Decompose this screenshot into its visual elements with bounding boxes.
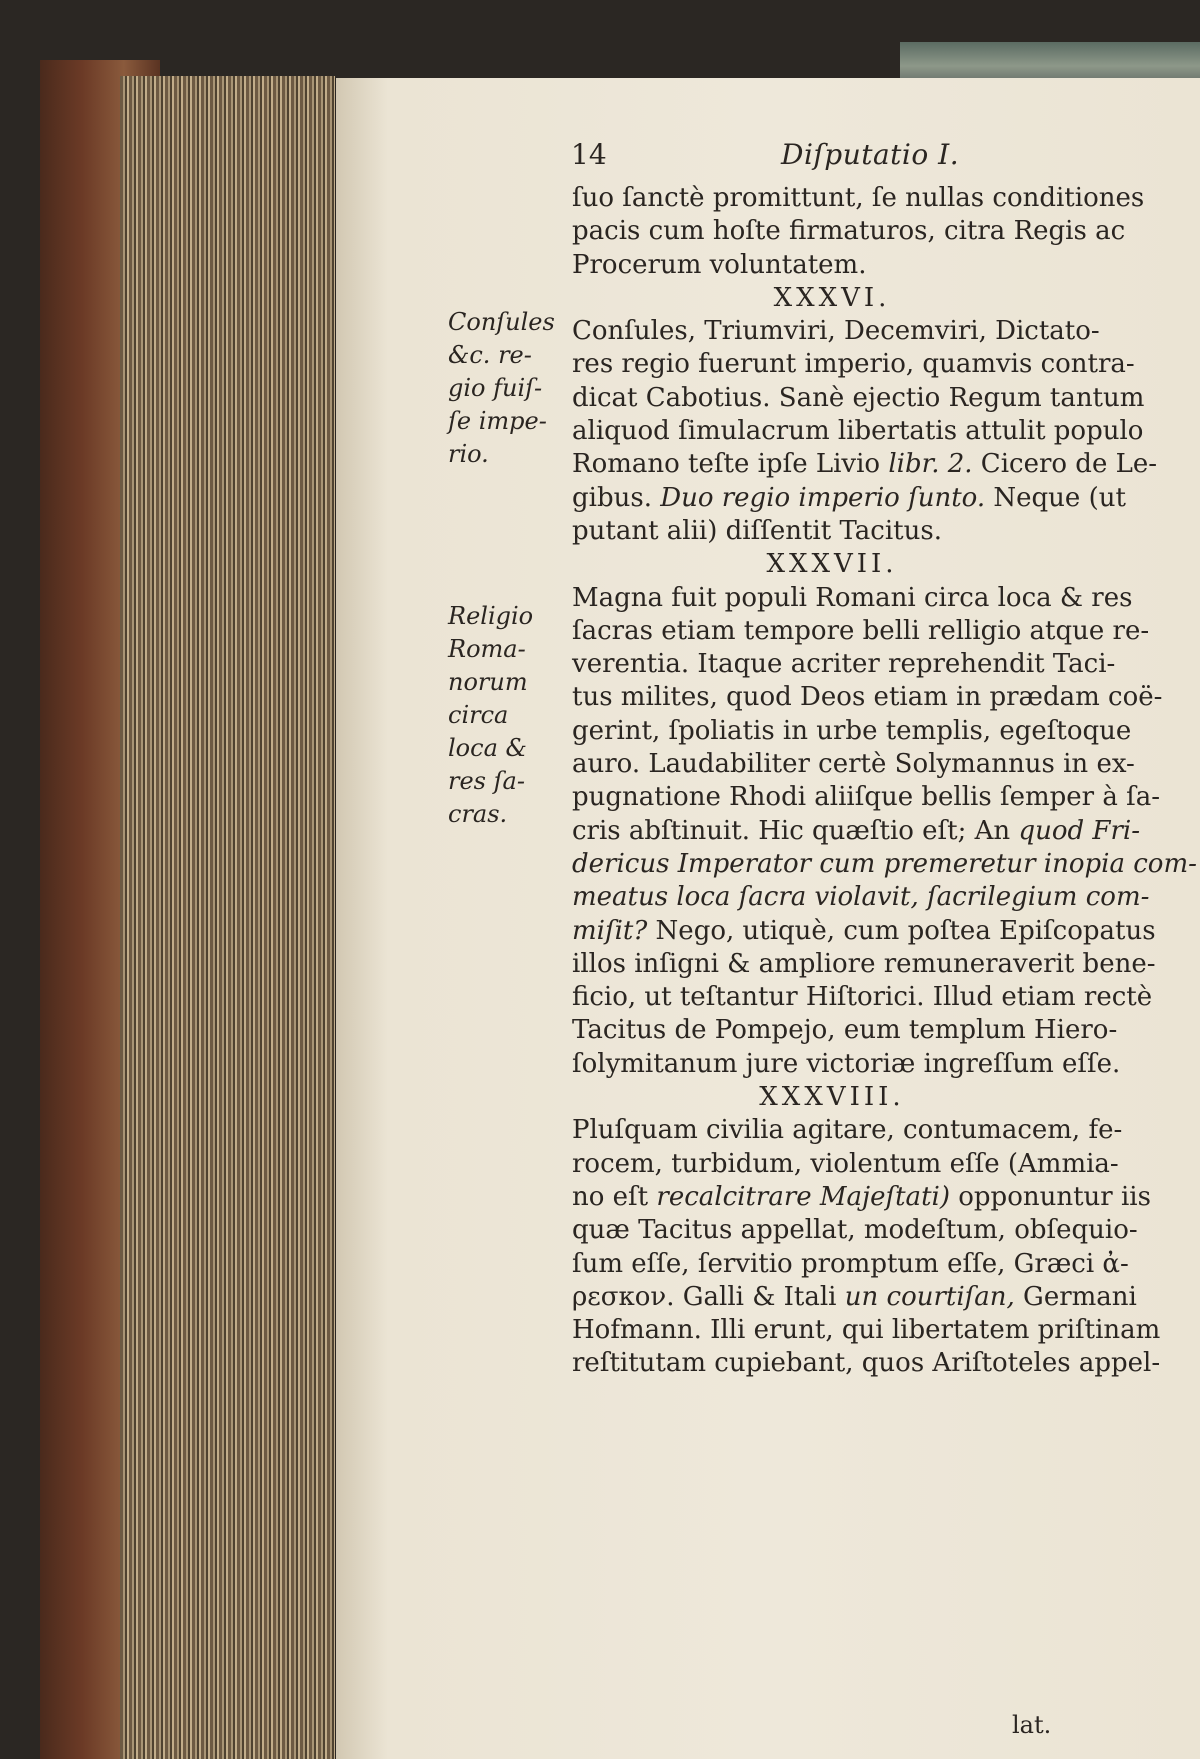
text-span: gibus. — [572, 482, 661, 513]
text-span: no eſt — [572, 1181, 657, 1212]
text-span: Nego, utiquè, cum poſtea Epiſcopatus — [647, 915, 1156, 946]
text-line: auro. Laudabiliter certè Solymannus in ex- — [572, 749, 1135, 780]
text-line: ſum eſſe, ſervitio promptum eſſe, Græci ἀ- — [572, 1248, 1129, 1279]
text-line — [572, 881, 1150, 914]
margin-line: Conſules — [448, 308, 555, 336]
text-line: ſacras etiam tempore belli relligio atque re- — [572, 615, 1150, 646]
text-line — [572, 915, 1156, 948]
quotation: un courtiſan, — [844, 1281, 1015, 1312]
text-span: cris abſtinuit. Hic quæſtio eſt; An — [572, 815, 1019, 846]
margin-line: cras. — [448, 800, 508, 828]
quotation: quod Fri- — [1018, 815, 1140, 846]
text-line: illos inſigni & ampliore remuneraverit bene- — [572, 948, 1156, 979]
text-line: reſtitutam cupiebant, quos Ariſtoteles appel- — [572, 1348, 1161, 1379]
margin-note-consuls — [448, 306, 558, 471]
quotation: dericus Imperator cum premeretur inopia com- — [572, 848, 1197, 879]
text-span: Romano teſte ipſe Livio — [572, 449, 889, 480]
text-span: opponuntur iis — [949, 1181, 1151, 1212]
text-line: Hofmann. Illi erunt, qui libertatem priſtinam — [572, 1315, 1161, 1346]
text-line: verentia. Itaque acriter reprehendit Taci- — [572, 649, 1116, 680]
text-line: quæ Tacitus appellat, modeſtum, obſequio- — [572, 1215, 1138, 1246]
main-text — [572, 182, 1197, 1381]
text-span: Neque (ut — [985, 482, 1126, 513]
text-line: putant alii) diſſentit Tacitus. — [572, 515, 942, 546]
text-line: gerint, ſpoliatis in urbe templis, egeſtoque — [572, 715, 1132, 746]
text-line: Procerum voluntatem. — [572, 249, 867, 280]
text-span: ρεσκον. Galli & Itali — [572, 1281, 845, 1312]
text-line — [572, 448, 1158, 481]
section-heading-37: XXXVII. — [766, 549, 898, 580]
margin-line: &c. re- — [448, 341, 532, 369]
text-line: ſuo ſanctè promittunt, ſe nullas conditiones — [572, 183, 1145, 213]
margin-line: res ſa- — [448, 767, 525, 795]
text-line: rocem, turbidum, violentum eſſe (Ammia- — [572, 1148, 1119, 1179]
text-line — [572, 848, 1197, 881]
text-line: Conſules, Triumviri, Decemviri, Dictato- — [572, 316, 1100, 347]
text-line: pugnatione Rhodi aliiſque bellis ſemper à ſa- — [572, 782, 1161, 813]
section-heading-36: XXXVI. — [773, 282, 891, 313]
book-page — [336, 78, 1200, 1759]
running-title: Diſputatio I. — [781, 138, 960, 171]
text-line: Magna fuit populi Romani circa loca & res — [572, 582, 1133, 613]
margin-line: ſe impe- — [448, 407, 547, 435]
text-line: ſolymitanum jure victoriæ ingreſſum eſſe. — [572, 1048, 1121, 1079]
quotation: meatus loca ſacra violavit, ſacrilegium com- — [572, 882, 1150, 913]
margin-line: norum — [448, 668, 528, 696]
text-span: Cicero de Le- — [972, 449, 1158, 480]
margin-line: gio fuiſ- — [448, 374, 543, 402]
text-span: Germani — [1014, 1281, 1137, 1312]
margin-line: Roma- — [448, 635, 526, 663]
text-line: tus milites, quod Deos etiam in prædam coë- — [572, 682, 1163, 713]
text-line: dicat Cabotius. Sanè ejectio Regum tantum — [572, 382, 1145, 413]
margin-line: circa — [448, 701, 509, 729]
quotation: miſit? — [572, 915, 648, 946]
margin-note-religio — [448, 600, 558, 831]
text-line: Tacitus de Pompejo, eum templum Hiero- — [572, 1015, 1118, 1046]
quotation: Duo regio imperio ſunto. — [660, 482, 986, 513]
text-line — [572, 1181, 1151, 1214]
quotation: recalcitrare Majeſtati) — [656, 1181, 950, 1212]
page-number: 14 — [571, 138, 607, 171]
page-edges — [120, 76, 335, 1759]
margin-line: loca & — [448, 734, 527, 762]
margin-line: Religio — [448, 602, 534, 630]
text-line: ficio, ut teſtantur Hiſtorici. Illud etiam rectè — [572, 982, 1153, 1013]
text-line: pacis cum hoſte firmaturos, citra Regis ac — [572, 216, 1126, 247]
catchword: lat. — [1012, 1711, 1052, 1739]
section-heading-38: XXXVIII. — [759, 1082, 905, 1113]
citation: libr. 2. — [888, 449, 973, 480]
margin-line: rio. — [448, 440, 489, 468]
text-line: aliquod ſimulacrum libertatis attulit populo — [572, 416, 1144, 447]
text-line — [572, 482, 1126, 515]
text-line — [572, 1281, 1137, 1314]
text-line: res regio fuerunt imperio, quamvis contra- — [572, 349, 1135, 380]
text-line: Pluſquam civilia agitare, contumacem, fe- — [572, 1115, 1123, 1146]
book-cover-edge — [900, 42, 1200, 82]
text-line — [572, 815, 1140, 848]
page-header — [571, 138, 1131, 178]
